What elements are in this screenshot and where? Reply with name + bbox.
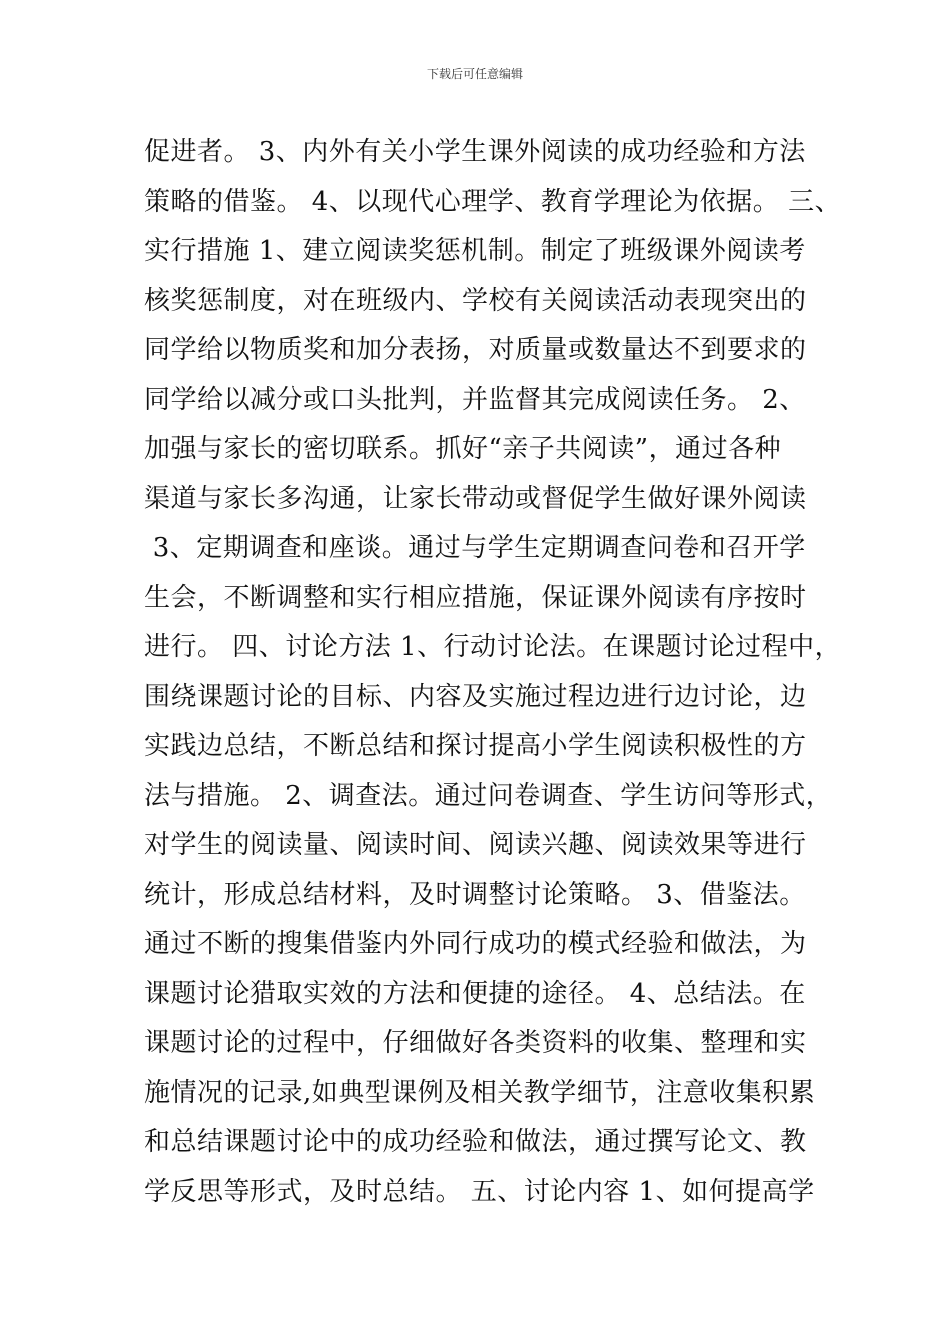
- text-line: 生会，不断调整和实行相应措施，保证课外阅读有序按时: [144, 582, 807, 613]
- text-line: 和总结课题讨论中的成功经验和做法，通过撰写论文、教: [144, 1127, 807, 1157]
- text-line: 施情况的记录,如典型课例及相关教学细节，注意收集积累: [144, 1077, 816, 1108]
- text-line: 同学给以减分或口头批判，并监督其完成阅读任务。 2、: [144, 384, 806, 415]
- text-line: 进行。 四、讨论方法 1、行动讨论法。在课题讨论过程中，: [144, 632, 842, 662]
- text-line: 统计，形成总结材料，及时调整讨论策略。 3、借鉴法。: [144, 879, 806, 910]
- text-line: 促进者。 3、内外有关小学生课外阅读的成功经验和方法: [144, 137, 806, 167]
- text-line: 围绕课题讨论的目标、内容及实施过程边进行边讨论，边: [144, 681, 807, 712]
- text-line: 3、定期调查和座谈。通过与学生定期调查问卷和召开学: [144, 533, 806, 563]
- page-header: 下载后可任意编辑: [426, 67, 523, 81]
- text-line: 实行措施 1、建立阅读奖惩机制。制定了班级课外阅读考: [144, 236, 806, 266]
- text-line: 同学给以物质奖和加分表扬，对质量或数量达不到要求的: [144, 335, 807, 365]
- text-line: 策略的借鉴。 4、以现代心理学、教育学理论为依据。 三、: [144, 186, 842, 217]
- text-line: 法与措施。 2、调查法。通过问卷调查、学生访问等形式，: [144, 780, 833, 811]
- text-line: 课题讨论猎取实效的方法和便捷的途径。 4、总结法。在: [144, 978, 806, 1009]
- text-line: 实践边总结，不断总结和探讨提高小学生阅读积极性的方: [144, 731, 807, 761]
- text-line: 核奖惩制度，对在班级内、学校有关阅读活动表现突出的: [144, 285, 807, 316]
- text-line: 通过不断的搜集借鉴内外同行成功的模式经验和做法，为: [144, 929, 807, 959]
- text-line: 加强与家长的密切联系。抓好“亲子共阅读”，通过各种: [144, 434, 782, 464]
- document-body: [144, 128, 844, 1217]
- text-line: 课题讨论的过程中，仔细做好各类资料的收集、整理和实: [144, 1028, 807, 1058]
- text-line: 学反思等形式，及时总结。 五、讨论内容 1、如何提高学: [144, 1176, 815, 1207]
- text-line: 渠道与家长多沟通，让家长带动或督促学生做好课外阅读: [144, 483, 807, 514]
- text-line: 对学生的阅读量、阅读时间、阅读兴趣、阅读效果等进行: [144, 830, 807, 860]
